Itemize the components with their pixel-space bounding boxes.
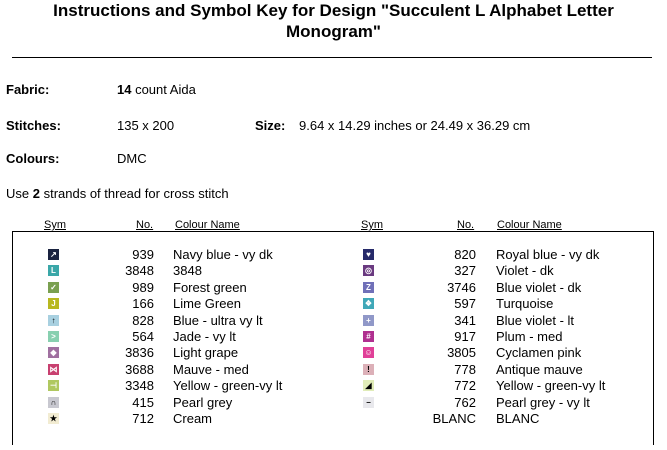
colours-label: Colours: (6, 151, 60, 166)
right-key-dmc-number: 597 (454, 296, 476, 312)
left-key-dmc-number: 828 (132, 312, 154, 328)
right-key-symbol-glyph: Z (366, 282, 371, 292)
left-key-dmc-number: 415 (132, 394, 154, 410)
right-key-dmc-number: 917 (454, 329, 476, 344)
left-key-symbol-swatch (48, 282, 59, 293)
right-key-colour-name: Turquoise (496, 296, 554, 312)
right-key-symbol-swatch (363, 315, 374, 326)
size-label: Size: (255, 118, 286, 133)
page-title (0, 0, 667, 42)
right-key-symbol-glyph: ◎ (365, 266, 372, 276)
left-key-symbol-glyph: J (51, 299, 56, 309)
right-key-symbol-glyph: − (366, 397, 371, 407)
instruction-suffix: strands of thread for cross stitch (39, 186, 229, 201)
left-key-symbol-swatch (48, 265, 59, 276)
title-line-2: Monogram" (286, 22, 381, 41)
left-key-colour-name: Navy blue - vy dk (173, 247, 273, 262)
right-key-colour-name: Yellow - green-vy lt (496, 378, 606, 394)
left-key-dmc-number: 712 (132, 411, 154, 426)
stitches-label: Stitches: (6, 118, 61, 133)
left-key-symbol-swatch (48, 249, 59, 260)
title-divider (12, 57, 652, 58)
right-key-colour-name: Cyclamen pink (496, 345, 582, 361)
left-key-symbol-glyph: ∩ (50, 397, 57, 407)
stitches-value: 135 x 200 (117, 118, 175, 133)
left-key-colour-name: 3848 (173, 263, 202, 279)
right-key-symbol-swatch (363, 298, 374, 309)
left-key-colour-name: Pearl grey (173, 394, 233, 410)
left-key-dmc-number: 3348 (125, 378, 154, 394)
right-key-symbol-swatch (363, 364, 374, 375)
thread-instruction (6, 186, 229, 201)
right-key-colour-name: Violet - dk (496, 263, 554, 279)
left-key-dmc-number: 989 (132, 279, 154, 295)
left-key-dmc-number: 166 (132, 296, 154, 312)
left-key-symbol-glyph: ⋈ (49, 364, 58, 374)
left-key-symbol-glyph: ★ (49, 414, 58, 423)
left-key-symbol-glyph: L (51, 266, 56, 276)
left-key-colour-name: Yellow - green-vy lt (173, 378, 283, 394)
left-key-symbol-glyph: ◆ (50, 348, 57, 358)
right-key-symbol-swatch (363, 397, 374, 408)
right-key-dmc-number: 820 (454, 247, 476, 262)
left-key-symbol-glyph: ✓ (50, 282, 57, 292)
right-key-symbol-glyph: ❖ (364, 299, 373, 309)
right-key-dmc-number: BLANC (432, 411, 476, 426)
size-value: 9.64 x 14.29 inches or 24.49 x 36.29 cm (299, 118, 531, 133)
right-key-symbol-glyph: + (366, 315, 371, 325)
left-key-symbol-swatch (48, 315, 59, 326)
left-key-symbol-swatch (48, 298, 59, 309)
instruction-prefix: Use (6, 186, 33, 201)
right-key-dmc-number: 772 (454, 378, 476, 394)
left-no-header: No. (136, 219, 154, 231)
title-line-1: Instructions and Symbol Key for Design "Succulent L Alphabet Letter (53, 1, 614, 20)
right-key-dmc-number: 762 (454, 394, 476, 410)
right-colour-name-header: Colour Name (497, 219, 562, 231)
left-key-dmc-number: 3848 (125, 263, 154, 279)
right-key-colour-name: Plum - med (496, 329, 563, 344)
right-key-symbol-glyph: ! (367, 364, 370, 374)
left-key-symbol-glyph: ↑ (51, 315, 56, 325)
right-key-dmc-number: 341 (454, 312, 476, 328)
left-key-dmc-number: 564 (132, 329, 154, 344)
right-key-symbol-swatch (363, 282, 374, 293)
right-key-symbol-swatch (363, 347, 374, 358)
right-key-symbol-glyph (363, 413, 374, 424)
left-key-dmc-number: 939 (132, 247, 154, 262)
left-key-symbol-glyph: ↗ (50, 250, 57, 259)
left-key-symbol-swatch (48, 364, 59, 375)
left-key-dmc-number: 3688 (125, 361, 154, 377)
left-key-colour-name: Jade - vy lt (173, 329, 236, 344)
right-key-dmc-number: 778 (454, 361, 476, 377)
right-key-colour-name: Antique mauve (496, 361, 583, 377)
right-key-colour-name: Blue violet - dk (496, 279, 582, 295)
right-key-symbol-swatch (363, 265, 374, 276)
colours-value: DMC (117, 151, 147, 166)
right-sym-header: Sym (361, 219, 383, 231)
left-key-colour-name: Light grape (173, 345, 239, 361)
right-key-symbol-swatch (363, 331, 374, 342)
right-no-header: No. (457, 219, 475, 231)
right-key-dmc-number: 3746 (447, 279, 476, 295)
left-key-colour-name: Forest green (173, 279, 247, 295)
right-key-symbol-glyph: # (366, 332, 371, 341)
strand-count: 2 (32, 186, 40, 201)
fabric-label: Fabric: (6, 82, 50, 97)
right-key-symbol-swatch (363, 249, 374, 260)
right-key-colour-name: Blue violet - lt (496, 312, 575, 328)
right-key-symbol-glyph: ◢ (365, 381, 372, 391)
left-key-symbol-swatch (48, 413, 59, 424)
right-key-dmc-number: 327 (454, 263, 476, 279)
left-key-symbol-glyph: ⊣ (50, 381, 57, 391)
left-key-symbol-swatch (48, 380, 59, 391)
left-key-colour-name: Lime Green (173, 296, 241, 312)
left-colour-name-header: Colour Name (175, 219, 240, 231)
right-key-dmc-number: 3805 (447, 345, 476, 361)
right-key-colour-name: Pearl grey - vy lt (496, 394, 590, 410)
left-key-colour-name: Mauve - med (173, 361, 249, 377)
right-key-symbol-swatch (363, 413, 374, 424)
left-key-symbol-swatch (48, 347, 59, 358)
left-sym-header: Sym (44, 219, 66, 231)
right-key-symbol-glyph: ♥ (366, 250, 371, 259)
left-key-dmc-number: 3836 (125, 345, 154, 361)
right-key-colour-name: Royal blue - vy dk (496, 247, 600, 262)
left-key-symbol-swatch (48, 331, 59, 342)
left-key-symbol-swatch (48, 397, 59, 408)
fabric-count: 14 (117, 82, 132, 97)
left-key-colour-name: Cream (173, 411, 213, 426)
fabric-value (117, 82, 196, 97)
left-key-symbol-glyph: > (51, 332, 56, 341)
right-key-symbol-swatch (363, 380, 374, 391)
left-key-colour-name: Blue - ultra vy lt (173, 312, 263, 328)
right-key-symbol-glyph: ☺ (364, 348, 373, 358)
fabric-type: count Aida (131, 82, 196, 97)
right-key-colour-name: BLANC (496, 411, 540, 426)
